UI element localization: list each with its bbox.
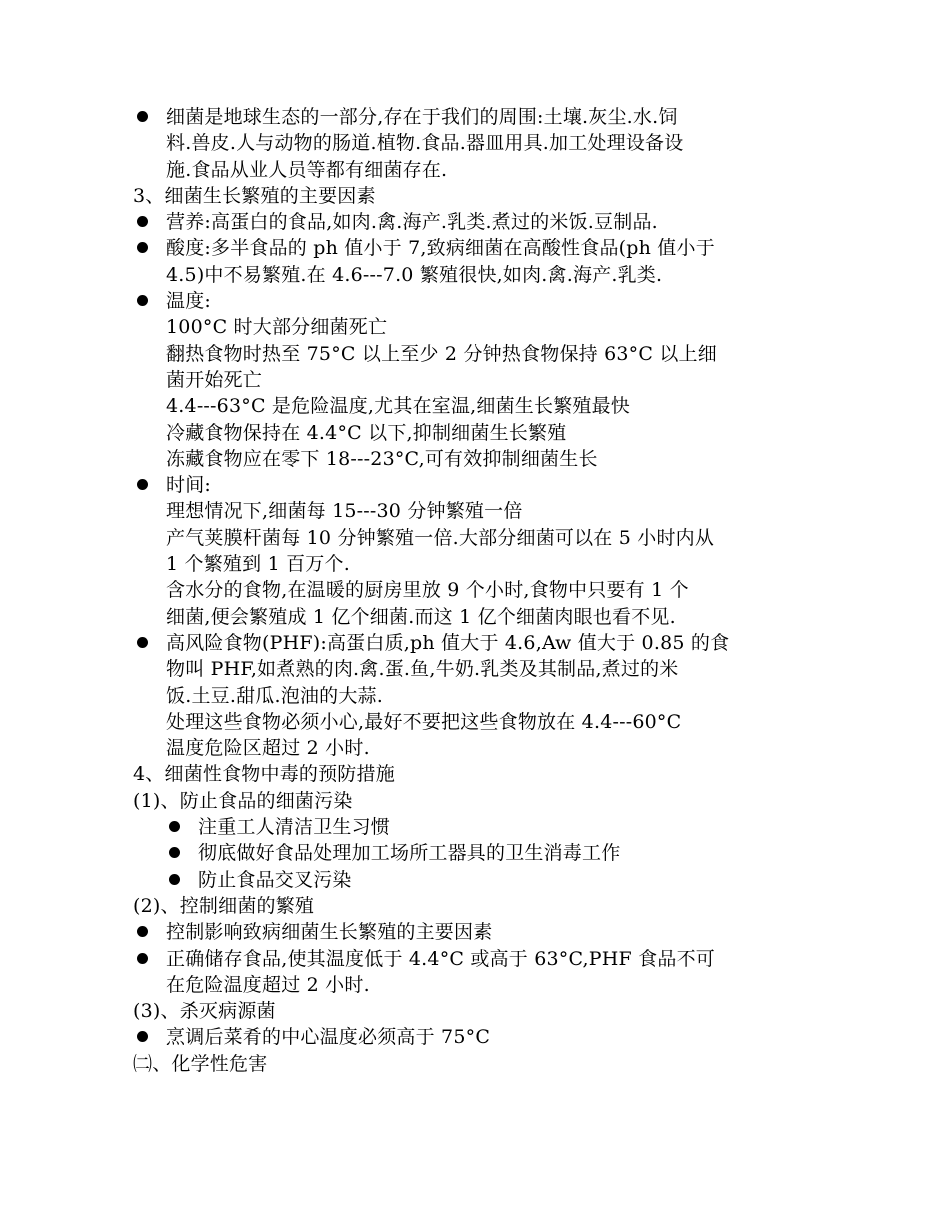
line-text: 在危险温度超过 2 小时.	[166, 973, 370, 996]
line-text: 防止食品交叉污染	[198, 868, 352, 891]
line-text: 施.食品从业人员等都有细菌存在.	[166, 158, 448, 181]
line-text: 高风险食物(PHF):高蛋白质,ph 值大于 4.6,Aw 值大于 0.85 的食	[166, 631, 730, 654]
line-text: 3、细菌生长繁殖的主要因素	[133, 184, 376, 207]
section-heading	[0, 788, 950, 814]
sub-bullet-item	[0, 867, 950, 893]
bullet-dot-icon	[137, 637, 148, 648]
bullet-item	[0, 104, 950, 130]
bullet-item	[0, 946, 950, 972]
line-text: 细菌是地球生态的一部分,存在于我们的周围:土壤.灰尘.水.饲	[166, 106, 678, 128]
line-text: 正确储存食品,使其温度低于 4.4°C 或高于 63°C,PHF 食品不可	[166, 947, 715, 970]
document-body	[0, 104, 950, 1077]
section-heading	[0, 893, 950, 919]
line-text: 1 个繁殖到 1 百万个.	[166, 553, 350, 576]
line-text: 理想情况下,细菌每 15---30 分钟繁殖一倍	[166, 500, 523, 523]
line-text: (1)、防止食品的细菌污染	[133, 789, 353, 812]
continuation-line	[0, 709, 950, 735]
line-text: 4、细菌性食物中毒的预防措施	[133, 763, 395, 786]
bullet-item	[0, 919, 950, 945]
bullet-dot-icon	[137, 216, 148, 227]
continuation-line	[0, 420, 950, 446]
section-heading	[0, 998, 950, 1024]
line-text: 冷藏食物保持在 4.4°C 以下,抑制细菌生长繁殖	[166, 421, 567, 444]
line-text: 酸度:多半食品的 ph 值小于 7,致病细菌在高酸性食品(ph 值小于	[166, 237, 715, 260]
line-text: 4.5)中不易繁殖.在 4.6---7.0 繁殖很快,如肉.禽.海产.乳类.	[166, 263, 663, 286]
continuation-line	[0, 604, 950, 630]
continuation-line	[0, 972, 950, 998]
sub-bullet-item	[0, 814, 950, 840]
continuation-line	[0, 498, 950, 524]
line-text: 100°C 时大部分细菌死亡	[166, 316, 388, 339]
bullet-dot-icon	[137, 1031, 148, 1042]
line-text: 饭.土豆.甜瓜.泡油的大蒜.	[166, 684, 383, 707]
line-text: 含水分的食物,在温暖的厨房里放 9 个小时,食物中只要有 1 个	[166, 579, 689, 602]
bullet-dot-icon	[137, 479, 148, 490]
section-heading	[0, 183, 950, 209]
line-text: 料.兽皮.人与动物的肠道.植物.食品.器皿用具.加工处理设备设	[166, 132, 684, 155]
section-heading	[0, 761, 950, 787]
continuation-line	[0, 367, 950, 393]
bullet-item	[0, 630, 950, 656]
continuation-line	[0, 157, 950, 183]
bullet-dot-icon	[137, 242, 148, 253]
continuation-line	[0, 262, 950, 288]
line-text: 烹调后菜肴的中心温度必须高于 75°C	[166, 1026, 491, 1049]
continuation-line	[0, 314, 950, 340]
continuation-line	[0, 393, 950, 419]
bullet-dot-icon	[137, 111, 148, 122]
continuation-line	[0, 577, 950, 603]
line-text: (2)、控制细菌的繁殖	[133, 894, 315, 917]
bullet-dot-icon	[169, 874, 180, 885]
line-text: ㈡、化学性危害	[133, 1052, 268, 1075]
sub-bullet-item	[0, 840, 950, 866]
continuation-line	[0, 551, 950, 577]
continuation-line	[0, 525, 950, 551]
continuation-line	[0, 341, 950, 367]
bullet-dot-icon	[137, 295, 148, 306]
continuation-line	[0, 446, 950, 472]
bullet-dot-icon	[169, 821, 180, 832]
line-text: 菌开始死亡	[166, 368, 263, 391]
line-text: 控制影响致病细菌生长繁殖的主要因素	[166, 921, 493, 944]
line-text: 时间:	[166, 474, 212, 497]
continuation-line	[0, 735, 950, 761]
line-text: (3)、杀灭病源菌	[133, 1000, 276, 1023]
line-text: 冻藏食物应在零下 18---23°C,可有效抑制细菌生长	[166, 447, 598, 470]
bullet-dot-icon	[137, 926, 148, 937]
line-text: 细菌,便会繁殖成 1 亿个细菌.而这 1 亿个细菌肉眼也看不见.	[166, 605, 676, 628]
bullet-dot-icon	[169, 847, 180, 858]
line-text: 翻热食物时热至 75°C 以上至少 2 分钟热食物保持 63°C 以上细	[166, 342, 717, 365]
line-text: 产气荚膜杆菌每 10 分钟繁殖一倍.大部分细菌可以在 5 小时内从	[166, 526, 715, 549]
bullet-item	[0, 235, 950, 261]
continuation-line	[0, 683, 950, 709]
bullet-dot-icon	[137, 953, 148, 964]
line-text: 营养:高蛋白的食品,如肉.禽.海产.乳类.煮过的米饭.豆制品.	[166, 211, 658, 234]
line-text: 温度:	[166, 290, 212, 313]
line-text: 处理这些食物必须小心,最好不要把这些食物放在 4.4---60°C	[166, 710, 682, 733]
line-text: 彻底做好食品处理加工场所工器具的卫生消毒工作	[198, 842, 621, 865]
line-text: 4.4---63°C 是危险温度,尤其在室温,细菌生长繁殖最快	[166, 395, 631, 418]
bullet-item	[0, 209, 950, 235]
line-text: 温度危险区超过 2 小时.	[166, 737, 370, 760]
section-heading	[0, 1051, 950, 1077]
continuation-line	[0, 656, 950, 682]
bullet-item	[0, 472, 950, 498]
line-text: 注重工人清洁卫生习惯	[198, 816, 391, 839]
line-text: 物叫 PHF,如煮熟的肉.禽.蛋.鱼,牛奶.乳类及其制品,煮过的米	[166, 658, 679, 681]
bullet-item	[0, 1024, 950, 1050]
continuation-line	[0, 130, 950, 156]
bullet-item	[0, 288, 950, 314]
